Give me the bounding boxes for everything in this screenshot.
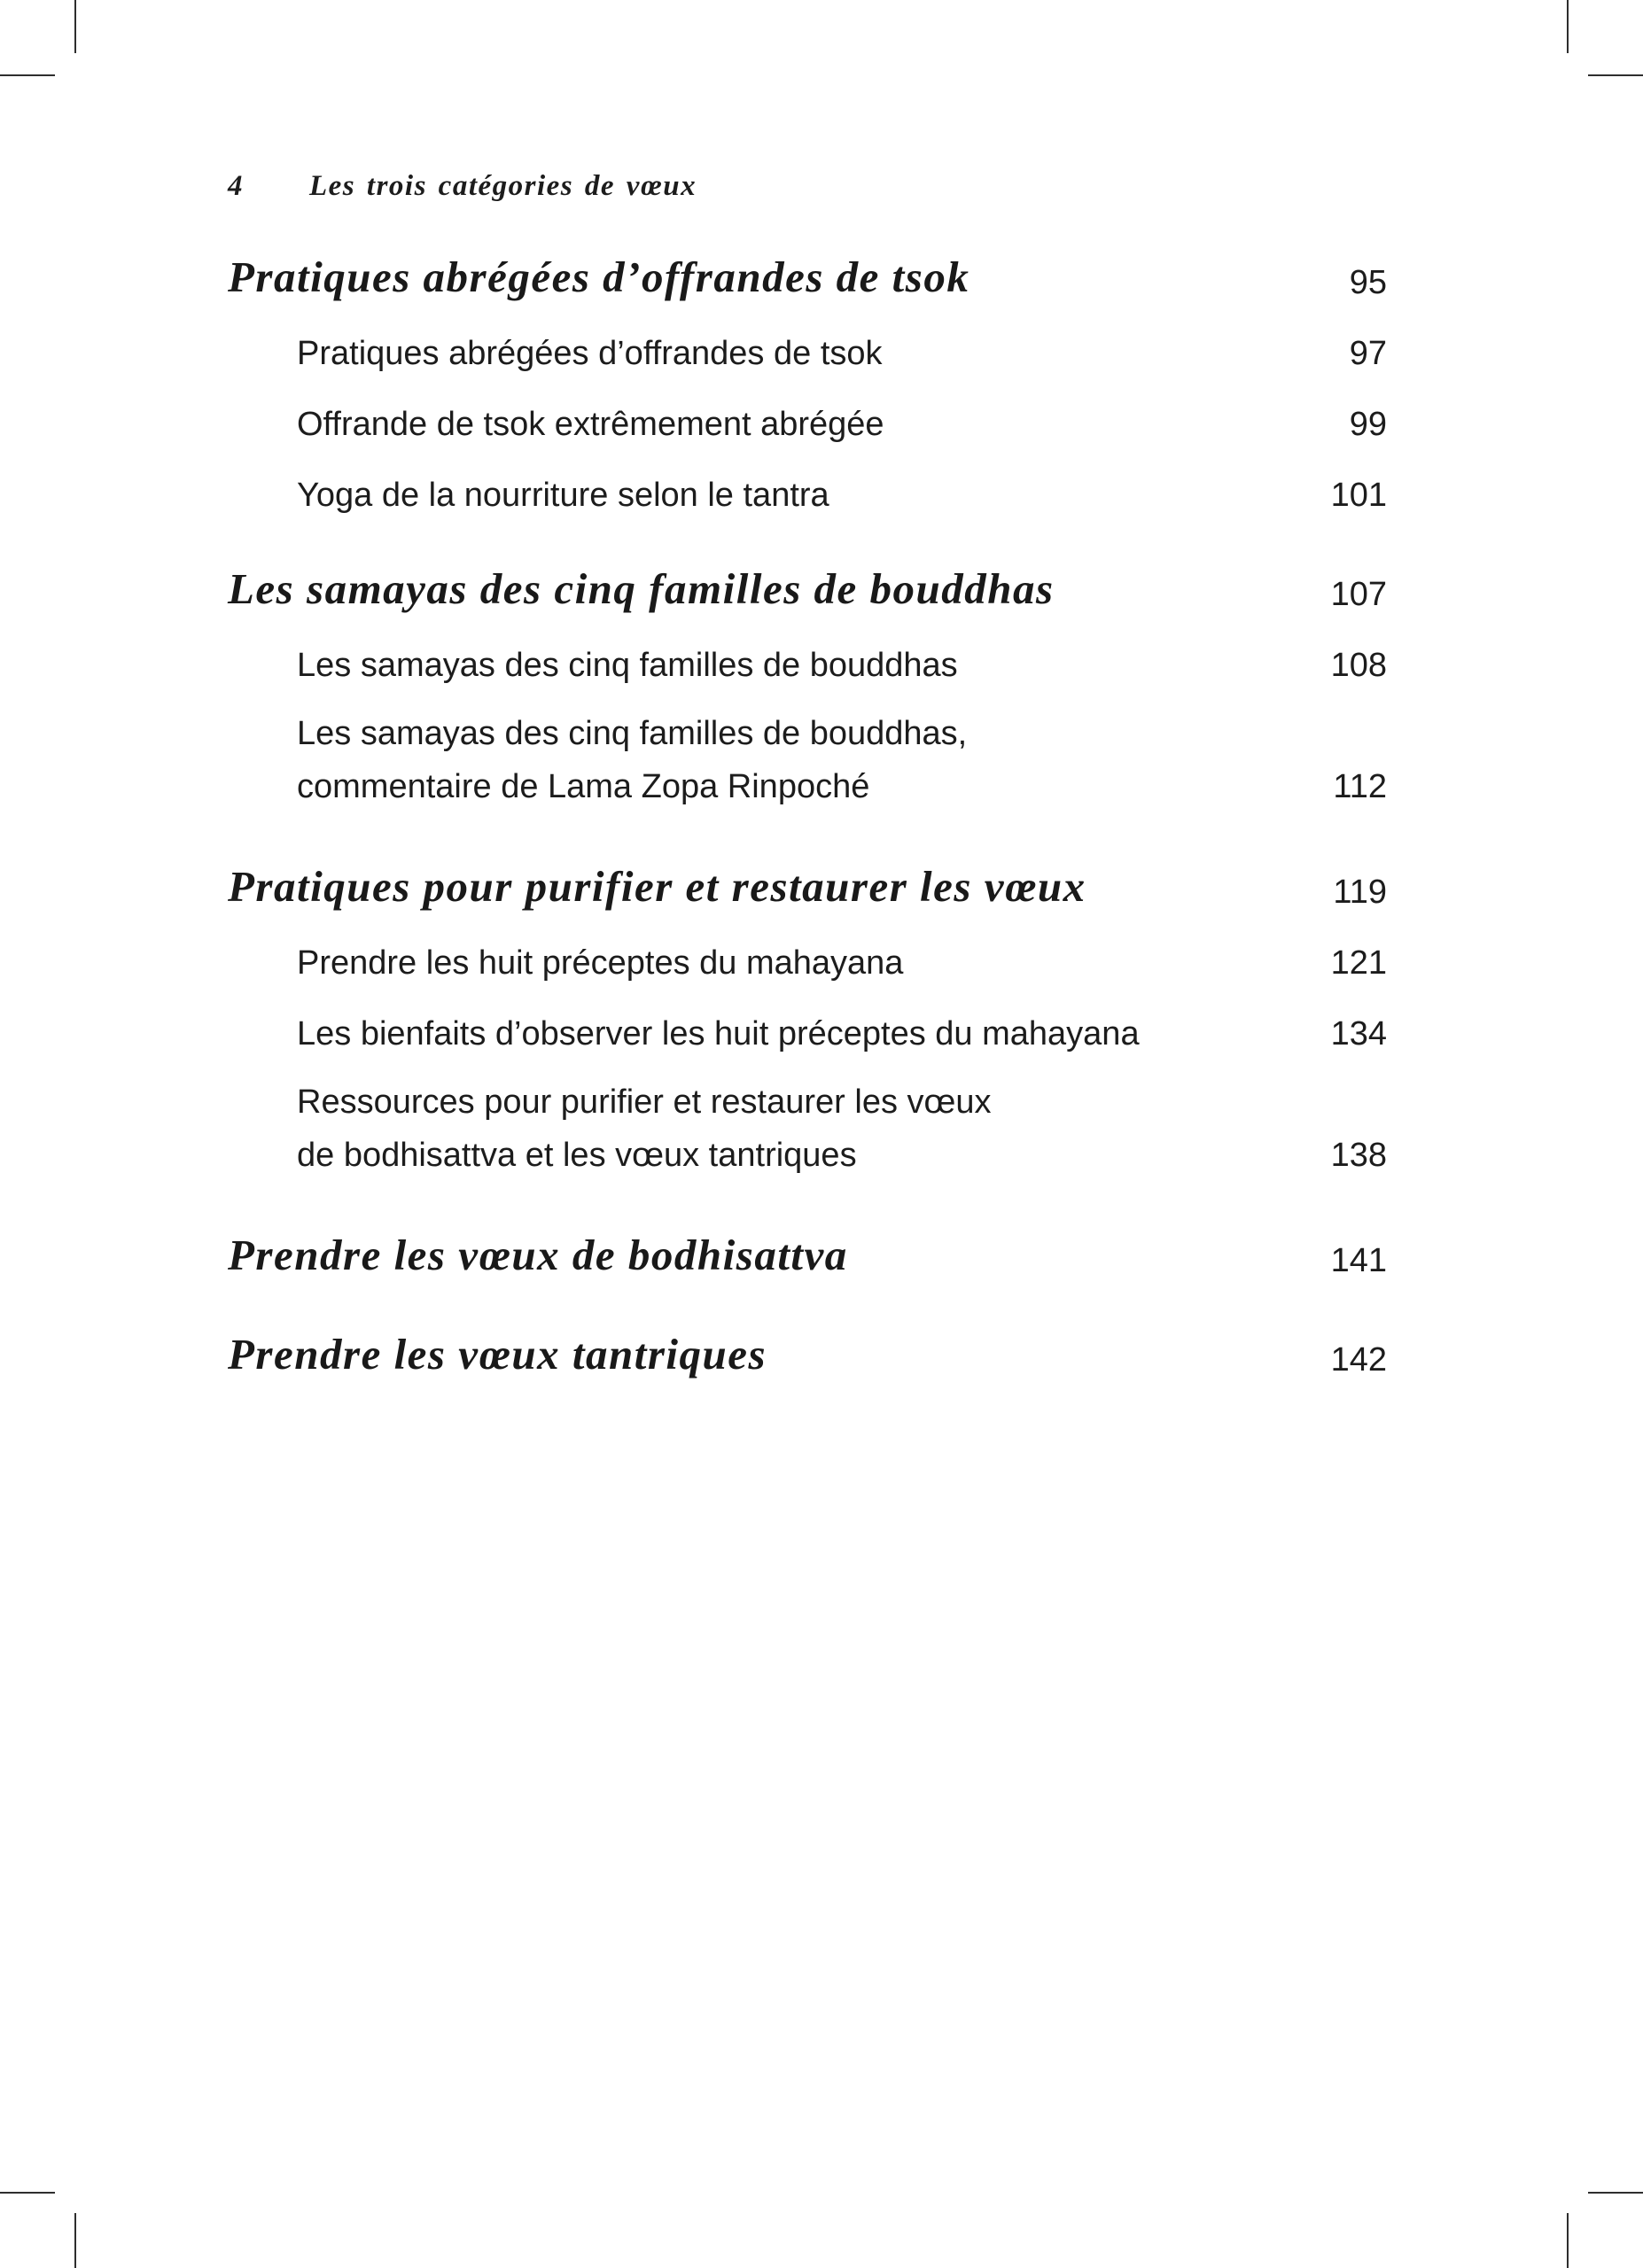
toc-entry-line: Les samayas des cinq familles de bouddhas [228, 564, 1055, 613]
page-header [228, 168, 1387, 204]
toc-entry-heading [228, 861, 1387, 913]
toc-entry-page-number: 107 [1330, 576, 1387, 613]
toc-entry-line: Prendre les vœux de bodhisattva [228, 1231, 848, 1279]
toc-entry-line: Prendre les huit préceptes du mahayana [297, 944, 904, 982]
toc-entry-sub [228, 943, 1387, 983]
toc-entry-page-number: 108 [1330, 647, 1387, 684]
toc-entry-sub [228, 404, 1387, 445]
toc-entry-line: Yoga de la nourriture selon le tantra [297, 477, 829, 514]
toc-entry-sub [228, 475, 1387, 516]
crop-mark-top-right-vertical [1567, 0, 1569, 53]
toc-entry-line: Offrande de tsok extrêmement abrégée [297, 406, 884, 443]
toc-entry-page-number: 121 [1330, 944, 1387, 982]
toc-entry-page-number: 95 [1349, 264, 1387, 301]
crop-mark-bottom-left-vertical [74, 2213, 76, 2268]
page-content [228, 0, 1387, 1380]
toc-entry-page-number: 119 [1333, 874, 1387, 911]
toc-entry-title [228, 404, 1272, 445]
table-of-contents [228, 252, 1387, 1380]
toc-entry-title [228, 1329, 1272, 1380]
toc-entry-title [228, 1076, 1272, 1182]
toc-entry-title [228, 861, 1272, 913]
crop-mark-bottom-left-horizontal [0, 2192, 55, 2194]
toc-entry-title [228, 645, 1272, 686]
toc-entry-sub [228, 707, 1387, 813]
toc-entry-line: Prendre les vœux tantriques [228, 1330, 767, 1379]
crop-mark-top-left-vertical [74, 0, 76, 53]
toc-entry-title [228, 563, 1272, 615]
toc-entry-page-number: 134 [1330, 1015, 1387, 1052]
toc-entry-sub [228, 1076, 1387, 1182]
toc-entry-title [228, 1014, 1272, 1054]
crop-mark-bottom-right-vertical [1567, 2213, 1569, 2268]
toc-entry-line: Les samayas des cinq familles de bouddhas, [297, 715, 968, 752]
crop-mark-top-right-horizontal [1588, 74, 1643, 76]
toc-entry-line: Les bienfaits d’observer les huit préceptes du mahayana [297, 1015, 1140, 1052]
toc-entry-line: Pratiques abrégées d’offrandes de tsok [228, 252, 970, 301]
toc-entry-line: de bodhisattva et les vœux tantriques [297, 1137, 857, 1174]
toc-entry-heading [228, 1230, 1387, 1281]
toc-entry-title [228, 943, 1272, 983]
crop-mark-bottom-right-horizontal [1588, 2192, 1643, 2194]
toc-entry-sub [228, 333, 1387, 374]
toc-entry-sub [228, 1014, 1387, 1054]
toc-entry-title [228, 707, 1272, 813]
toc-entry-page-number: 142 [1330, 1341, 1387, 1379]
toc-entry-title [228, 1230, 1272, 1281]
crop-mark-top-left-horizontal [0, 74, 55, 76]
folio-page-number: 4 [228, 170, 244, 202]
toc-entry-line: commentaire de Lama Zopa Rinpoché [297, 768, 870, 805]
toc-entry-page-number: 141 [1330, 1242, 1387, 1279]
toc-entry-heading [228, 563, 1387, 615]
toc-entry-title [228, 333, 1272, 374]
toc-entry-line: Pratiques pour purifier et restaurer les vœux [228, 862, 1086, 911]
toc-entry-page-number: 101 [1330, 477, 1387, 514]
toc-entry-line: Les samayas des cinq familles de bouddhas [297, 647, 958, 684]
toc-entry-line: Ressources pour purifier et restaurer les vœux [297, 1084, 992, 1121]
toc-entry-sub [228, 645, 1387, 686]
toc-entry-heading [228, 1329, 1387, 1380]
toc-entry-title [228, 475, 1272, 516]
toc-entry-page-number: 99 [1349, 406, 1387, 443]
running-title: Les trois catégories de vœux [309, 170, 697, 202]
toc-entry-page-number: 112 [1333, 768, 1387, 805]
toc-entry-page-number: 138 [1330, 1137, 1387, 1174]
toc-entry-line: Pratiques abrégées d’offrandes de tsok [297, 335, 883, 372]
toc-entry-title [228, 252, 1272, 303]
toc-entry-page-number: 97 [1349, 335, 1387, 372]
toc-entry-heading [228, 252, 1387, 303]
